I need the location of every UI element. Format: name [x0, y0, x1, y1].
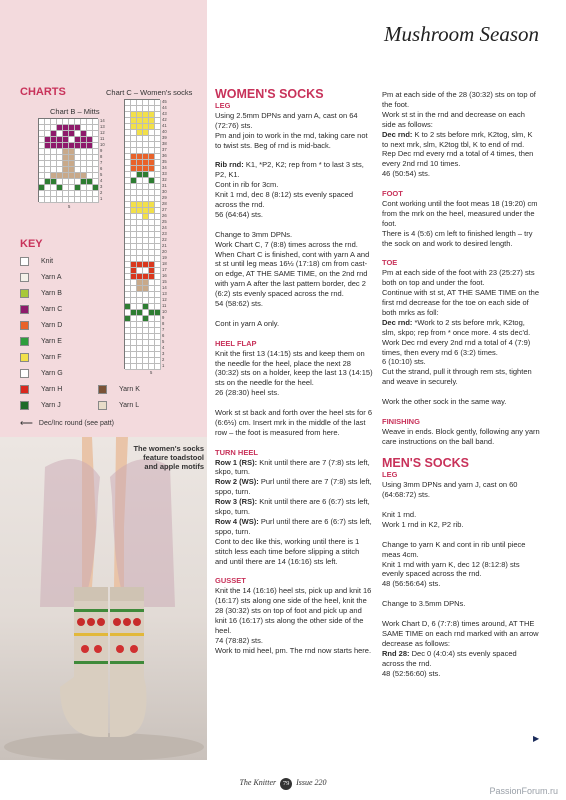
paragraph: Using 3mm DPNs and yarn J, cast on 60 (64:68:72) sts. — [382, 480, 518, 500]
row-number: 34 — [162, 165, 167, 170]
paragraph: Rep Dec rnd every rnd a total of 4 times, then every 2nd rnd 10 times. — [382, 149, 534, 169]
paragraph: Cont in yarn A only. — [215, 318, 280, 328]
row-number: 30 — [162, 189, 167, 194]
row-number: 20 — [162, 249, 167, 254]
row-number: 32 — [162, 177, 167, 182]
row-number: 10 — [100, 142, 105, 147]
paragraph: Weave in ends. Block gently, following any yarn care instructions on the ball band. — [382, 426, 540, 446]
row-number: 1 — [100, 196, 103, 201]
arrow-left-icon: ⟵ — [20, 418, 33, 428]
key-item — [20, 385, 62, 394]
issue-number: Issue 220 — [296, 778, 327, 787]
rib-instruction: Rib rnd: K1, *P2, K2; rep from * to last 3 sts, P2, K1. — [215, 160, 364, 180]
key-item — [98, 385, 140, 394]
row-number: 31 — [162, 183, 167, 188]
paragraph: 48 (52:56:60) sts. — [382, 668, 441, 678]
row-number: 42 — [162, 117, 167, 122]
row-number: 36 — [162, 153, 167, 158]
paragraph: Pm at each side of the foot with 23 (25:27) sts both on top and under the foot. — [382, 268, 535, 288]
key-label: Yarn L — [119, 402, 140, 409]
paragraph: Using 2.5mm DPNs and yarn A, cast on 64 (72:76) sts. — [215, 110, 358, 130]
dec-note — [20, 418, 114, 429]
row-number: 28 — [162, 201, 167, 206]
foot-heading: FOOT — [382, 189, 403, 199]
color-swatch — [20, 289, 29, 298]
row-number: 8 — [100, 154, 103, 159]
toe-dec-instruction: Dec rnd: *Work to 2 sts before mrk, K2tog, slm, skpo; rep from * once more. 4 sts dec'd. — [382, 317, 531, 337]
row-number: 17 — [162, 267, 167, 272]
row-number: 15 — [162, 279, 167, 284]
color-swatch — [20, 321, 29, 330]
dec-note-text: Dec/Inc round (see patt) — [38, 420, 114, 427]
photo-caption: The women's socks feature toadstool and apple motifs — [133, 444, 204, 471]
key-item — [20, 401, 61, 410]
paragraph: Change to yarn K and cont in rib until piece meas 4cm. — [382, 539, 526, 559]
paragraph: Work Chart D, 6 (7:7:8) times around, AT THE SAME TIME on each rnd marked with an arrow decrease as follows: — [382, 618, 539, 648]
paragraph: Work 1 rnd in K2, P2 rib. — [382, 519, 464, 529]
sock-rib — [74, 587, 144, 601]
row-number: 12 — [162, 297, 167, 302]
chart-b-title: Chart B – Mitts — [50, 107, 100, 116]
paragraph: Knit the 14 (16:16) heel sts, pick up and knit 16 (16:17) sts along one side of the heel, knit the 28 (30:32) sts on top of foot and pick up and knit 16 (16:17) sts along the other side of the heel. — [215, 586, 372, 635]
paragraph: Cont working until the foot meas 18 (19:20) cm from the mrk on the heel, measured under the foot. — [382, 198, 538, 228]
row-number: 37 — [162, 147, 167, 152]
row-instruction: Row 3 (RS): Knit until there are 6 (6:7) sts left, skpo, turn. — [215, 497, 370, 517]
key-label: Yarn G — [41, 370, 63, 377]
key-item — [20, 337, 62, 346]
row-number: 12 — [100, 130, 105, 135]
page-title: Mushroom Season — [384, 22, 539, 46]
paragraph: 6 (10:10) sts. — [382, 357, 426, 367]
key-label: Yarn K — [119, 386, 140, 393]
paragraph: Change to 3mm DPNs. — [215, 229, 293, 239]
key-label: Yarn E — [41, 338, 62, 345]
key-label: Yarn A — [41, 274, 62, 281]
key-item — [20, 353, 62, 362]
key-label: Yarn H — [41, 386, 63, 393]
paragraph: 74 (78:82) sts. — [215, 635, 263, 645]
row-number: 44 — [162, 105, 167, 110]
row-number: 2 — [162, 357, 165, 362]
column-womens-socks — [215, 87, 373, 656]
key-item — [20, 273, 62, 282]
key-item — [20, 321, 62, 330]
key-label: Yarn B — [41, 290, 62, 297]
row-number: 18 — [162, 261, 167, 266]
row-number: 6 — [100, 166, 103, 171]
row-number: 38 — [162, 141, 167, 146]
row-number: 6 — [162, 333, 165, 338]
paragraph: There is 4 (5:6) cm left to finished length – try the sock on and work to desired length. — [382, 228, 533, 248]
key-item — [20, 305, 62, 314]
row-number: 22 — [162, 237, 167, 242]
key-item — [20, 369, 63, 378]
row-number: 24 — [162, 225, 167, 230]
color-swatch — [20, 273, 29, 282]
key-label: Yarn J — [41, 402, 61, 409]
row-number: 29 — [162, 195, 167, 200]
row-instruction: Row 4 (WS): Purl until there are 6 (6:7) sts left, sppo, turn. — [215, 516, 372, 536]
row-number: 43 — [162, 111, 167, 116]
paragraph: Knit 1 rnd. — [382, 510, 417, 520]
key-item — [20, 257, 53, 266]
socks-photo — [0, 437, 207, 760]
chart-b-stitch-label: 5 — [68, 204, 71, 209]
color-swatch — [20, 353, 29, 362]
chart-cell — [155, 364, 161, 370]
rnd28-instruction: Rnd 28: Dec 0 (4:0:4) sts evenly spaced across the rnd. — [382, 648, 517, 668]
row-number: 25 — [162, 219, 167, 224]
color-swatch — [20, 385, 29, 394]
charts-heading: CHARTS — [20, 86, 66, 98]
row-number: 14 — [162, 285, 167, 290]
paragraph: Pm and join to work in the rnd, taking care not to twist sts. Beg of rnd is mid-back. — [215, 130, 368, 150]
color-swatch — [98, 401, 107, 410]
row-number: 8 — [162, 321, 165, 326]
turn-heel-heading: TURN HEEL — [215, 447, 258, 457]
row-instruction: Row 1 (RS): Knit until there are 7 (7:8) sts left, skpo, turn. — [215, 457, 370, 477]
paragraph: Cont to dec like this, working until there is 1 stitch less each time before slipping a stitch and until there are 14 (16:16) sts left. — [215, 536, 360, 566]
paragraph: Pm at each side of the 28 (30:32) sts on top of the foot. — [382, 90, 536, 109]
paragraph: 46 (50:54) sts. — [382, 169, 430, 179]
row-number: 1 — [162, 363, 165, 368]
key-item — [20, 289, 62, 298]
key-label: Yarn D — [41, 322, 63, 329]
color-swatch — [98, 385, 107, 394]
row-number: 13 — [100, 124, 105, 129]
row-number: 10 — [162, 309, 167, 314]
paragraph: Knit 1 rnd with yarn K, dec 12 (8:12:8) sts evenly spaced across the rnd. — [382, 559, 520, 579]
key-item — [98, 401, 139, 410]
color-swatch — [20, 369, 29, 378]
row-number: 4 — [100, 178, 103, 183]
row-number: 11 — [162, 303, 167, 308]
leg-heading: LEG — [215, 101, 231, 110]
row-number: 14 — [100, 118, 105, 123]
row-number: 5 — [162, 339, 165, 344]
watermark: PassionForum.ru — [489, 786, 558, 796]
toe-heading: TOE — [382, 258, 398, 268]
row-number: 40 — [162, 129, 167, 134]
row-number: 13 — [162, 291, 167, 296]
chart-c-title: Chart C – Women's socks — [106, 88, 193, 97]
row-number: 5 — [100, 172, 103, 177]
page-number: 79 — [280, 778, 292, 790]
paragraph: Work Chart C, 7 (8:8) times across the rnd. When Chart C is finished, cont with yarn A and st st until leg meas 16½ (17:18) cm from cast-on edge, AT THE SAME TIME, on the 2nd rnd with yarn A after the last pattern border, dec 2 (6:2) sts evenly spaced across the rnd. — [215, 239, 370, 299]
continue-arrow-icon: ▶ — [533, 734, 540, 743]
key-label: Yarn C — [41, 306, 63, 313]
row-number: 9 — [100, 148, 103, 153]
key-label: Knit — [41, 258, 54, 265]
chart-c-stitch-label: 5 — [150, 370, 153, 375]
row-number: 27 — [162, 207, 167, 212]
row-number: 16 — [162, 273, 167, 278]
row-number: 11 — [100, 136, 105, 141]
column-continued — [382, 90, 540, 678]
womens-socks-heading: WOMEN'S SOCKS — [215, 87, 324, 101]
row-number: 3 — [162, 351, 165, 356]
chart-cell — [93, 197, 99, 203]
paragraph: Knit 1 rnd, dec 8 (8:12) sts evenly spaced across the rnd. — [215, 190, 353, 210]
row-number: 3 — [100, 184, 103, 189]
magazine-name: The Knitter — [239, 778, 277, 787]
row-number: 9 — [162, 315, 165, 320]
paragraph: Change to 3.5mm DPNs. — [382, 599, 466, 609]
dec-instruction: Dec rnd: K to 2 sts before mrk, K2tog, slm, K to next mrk, slm, K2tog tbl, K to end of rnd. — [382, 129, 533, 149]
row-number: 21 — [162, 243, 167, 248]
color-swatch — [20, 257, 29, 266]
mens-socks-heading: MEN'S SOCKS — [382, 456, 470, 471]
paragraph: Continue with st st, AT THE SAME TIME on the first rnd decrease for the toe on each side of both mrks as foll: — [382, 288, 540, 317]
row-number: 45 — [162, 99, 167, 104]
paragraph: Knit the first 13 (14:15) sts and keep them on the needle for the heel, place the next 28 (30:32) sts on a holder, keep the last 13 (14:15) sts on the needle for the heel. — [215, 348, 373, 388]
row-number: 4 — [162, 345, 165, 350]
paragraph: 48 (56:56:64) sts. — [382, 579, 441, 589]
chart-c-grid — [124, 99, 160, 369]
color-swatch — [20, 305, 29, 314]
key-heading: KEY — [20, 238, 43, 250]
row-number: 19 — [162, 255, 167, 260]
finishing-heading: FINISHING — [382, 416, 420, 426]
color-swatch — [20, 337, 29, 346]
paragraph: Work st st in the rnd and decrease on each side as follows: — [382, 109, 525, 129]
paragraph: 56 (64:64) sts. — [215, 209, 263, 219]
row-number: 35 — [162, 159, 167, 164]
paragraph: Work the other sock in the same way. — [382, 397, 507, 407]
paragraph: Work st st back and forth over the heel sts for 6 (6:6½) cm. Insert mrk in the middle of the last row – the foot is measured from here. — [215, 408, 373, 437]
paragraph: Work to mid heel, pm. The rnd now starts here. — [215, 645, 372, 655]
mens-leg-heading: LEG — [382, 470, 398, 480]
key-label: Yarn F — [41, 354, 62, 361]
color-swatch — [20, 401, 29, 410]
row-instruction: Row 2 (WS): Purl until there are 7 (7:8) sts left, sppo, turn. — [215, 477, 372, 497]
heel-flap-heading: HEEL FLAP — [215, 338, 257, 348]
paragraph: 26 (28:30) heel sts. — [215, 388, 280, 398]
row-number: 41 — [162, 123, 167, 128]
row-number: 26 — [162, 213, 167, 218]
paragraph: 54 (58:62) sts. — [215, 299, 263, 309]
socks-illustration — [0, 437, 207, 760]
row-number: 33 — [162, 171, 167, 176]
paragraph: Cont in rib for 3cm. — [215, 180, 279, 190]
footer — [0, 778, 566, 790]
chart-b-grid — [38, 118, 98, 202]
paragraph: Cut the strand, pull it through rem sts, tighten and weave in securely. — [382, 367, 532, 387]
row-number: 39 — [162, 135, 167, 140]
gusset-heading: GUSSET — [215, 576, 246, 586]
row-number: 23 — [162, 231, 167, 236]
paragraph: Work Dec rnd every 2nd rnd a total of 4 (7:9) times, then every rnd 6 (3:2) times. — [382, 337, 531, 357]
row-number: 7 — [162, 327, 165, 332]
row-number: 2 — [100, 190, 103, 195]
row-number: 7 — [100, 160, 103, 165]
